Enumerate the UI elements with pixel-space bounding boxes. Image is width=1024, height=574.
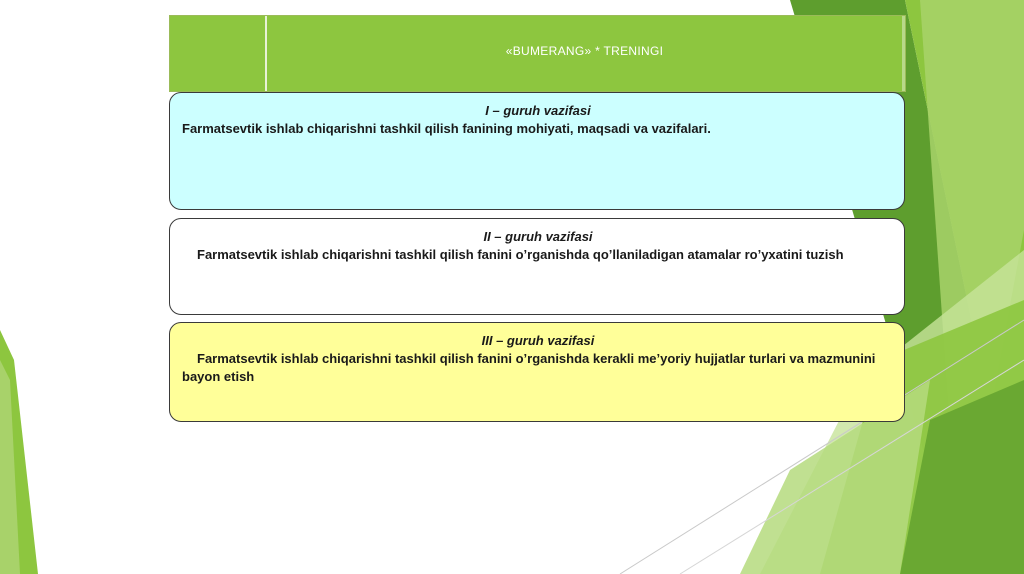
task-text: Farmatsevtik ishlab chiqarishni tashkil qilish fanini o’rganishda qo’llaniladigan atamalar ro’yxatini tuzish xyxy=(197,247,844,262)
header-table xyxy=(169,15,906,92)
task-heading: II – guruh vazifasi xyxy=(483,229,593,244)
task-heading: I – guruh vazifasi xyxy=(485,103,591,118)
page-title: «BUMERANG» * TRENINGI xyxy=(505,43,664,58)
task-heading: III – guruh vazifasi xyxy=(481,333,595,348)
task-box-group-1 xyxy=(169,92,905,210)
task-text: Farmatsevtik ishlab chiqarishni tashkil qilish fanini o’rganishda kerakli me’yoriy hujjatlar turlari va mazmunini bayon etish xyxy=(182,351,876,384)
task-box-group-2 xyxy=(169,218,905,315)
task-text: Farmatsevtik ishlab chiqarishni tashkil qilish fanining mohiyati, maqsadi va vazifalari. xyxy=(182,121,711,136)
header-cell-main xyxy=(267,16,905,91)
task-box-group-3 xyxy=(169,322,905,422)
header-cell-left xyxy=(170,16,267,91)
